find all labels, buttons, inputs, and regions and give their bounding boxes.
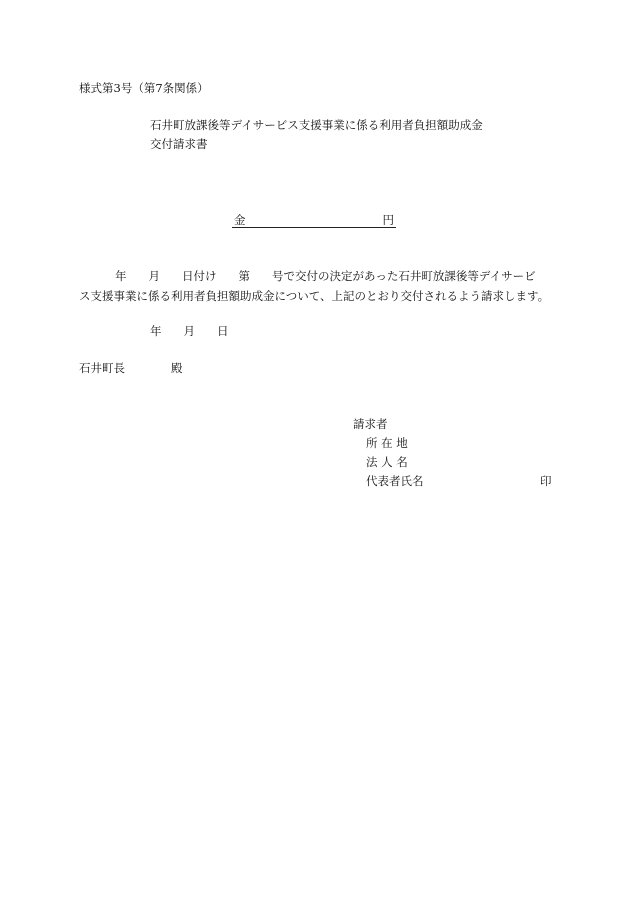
- decision-year: 年: [115, 269, 127, 283]
- document-title-line2: 交付請求書: [150, 137, 208, 151]
- request-date: [150, 324, 229, 338]
- request-date-month: 月: [183, 324, 195, 338]
- amount-field: [232, 212, 396, 228]
- addressee-honorific: 殿: [171, 361, 183, 375]
- form-number: 様式第3号（第7条関係）: [79, 81, 209, 95]
- applicant-heading: 請求者: [353, 417, 388, 431]
- request-body-line1: [79, 266, 553, 286]
- amount-suffix: 円: [382, 213, 394, 227]
- applicant-rep-label: 代表者氏名: [366, 474, 424, 488]
- request-date-day: 日: [217, 324, 229, 338]
- decision-month: 月: [148, 269, 160, 283]
- request-body: [79, 266, 553, 306]
- applicant-corp-label: 法 人 名: [366, 455, 408, 469]
- decision-number-prefix: 第: [238, 269, 250, 283]
- request-date-year: 年: [150, 324, 162, 338]
- decision-day: 日付け: [182, 269, 217, 283]
- request-body-line2: ス支援事業に係る利用者負担額助成金について、上記のとおり交付されるよう請求します。: [79, 289, 550, 303]
- applicant-address-label: 所 在 地: [366, 436, 408, 450]
- addressee: [79, 361, 183, 375]
- document-title-line1: 石井町放課後等デイサービス支援事業に係る利用者負担額助成金: [150, 118, 483, 132]
- decision-text: 号で交付の決定があった石井町放課後等デイサービ: [272, 269, 536, 283]
- seal-mark: 印: [540, 474, 552, 488]
- amount-prefix: 金: [234, 213, 246, 227]
- addressee-name: 石井町長: [79, 361, 125, 375]
